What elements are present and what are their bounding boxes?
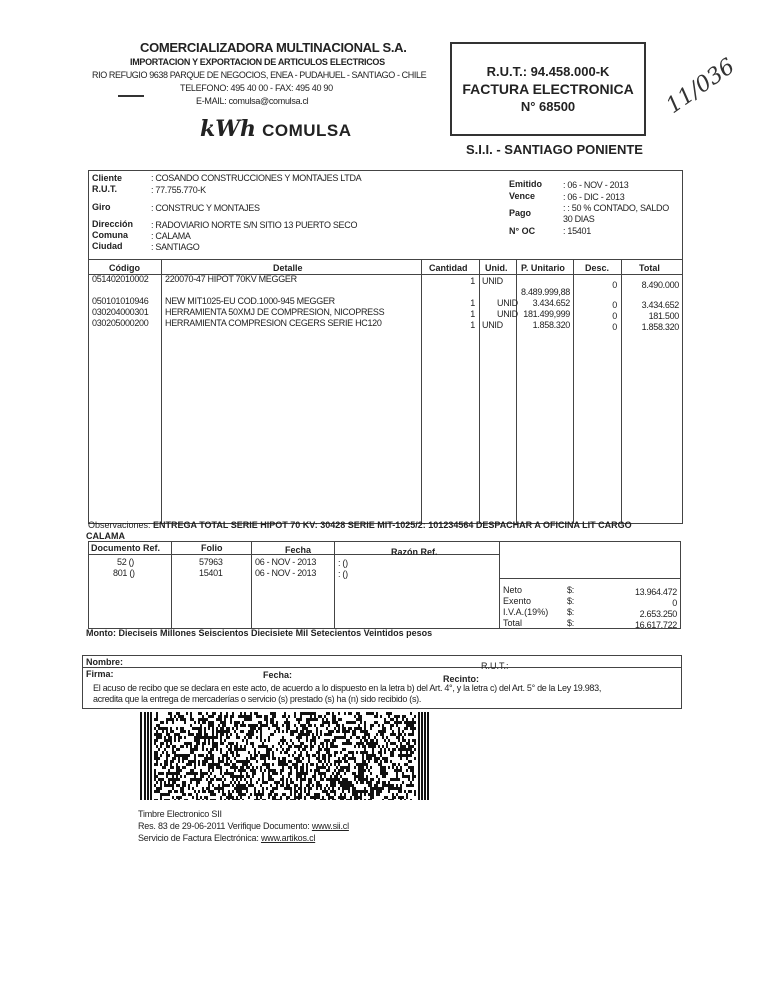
item-total: 1.858.320 (641, 322, 679, 332)
timbre-title: Timbre Electronico SII (138, 809, 222, 819)
item-qty: 1 (470, 298, 475, 308)
issuer-phone: TELEFONO: 495 40 00 - FAX: 495 40 90 (180, 83, 333, 93)
invoice-rut: R.U.T.: 94.458.000-K (486, 64, 610, 79)
item-code: 050101010946 (92, 296, 149, 306)
totals-total-label: Total (503, 618, 523, 628)
col-total: Total (639, 263, 660, 273)
item-discount: 0 (612, 300, 617, 310)
totals-exento-cur: $: (567, 596, 574, 606)
item-detail: 220070-47 HIPOT 70KV MEGGER (165, 274, 297, 284)
issuer-name: COMERCIALIZADORA MULTINACIONAL S.A. (140, 40, 407, 55)
ref-folio: 57963 (199, 557, 223, 567)
label-oc: N° OC (509, 226, 536, 236)
label-rut: R.U.T. (92, 184, 118, 194)
issuer-email: E-MAIL: comulsa@comulsa.cl (196, 96, 309, 106)
item-detail: HERRAMIENTA COMPRESION CEGERS SERIE HC120 (165, 318, 382, 328)
totals-total-value: 16.617.722 (634, 620, 677, 630)
ref-fecha: 06 - NOV - 2013 (255, 568, 317, 578)
receipt-fecha: Fecha: (263, 670, 293, 680)
receipt-legal-2: acredita que la entrega de mercaderías o servicio (s) prestado (s) ha (n) sido recibido (s). (93, 694, 422, 704)
observations-text: ENTREGA TOTAL SERIE HIPOT 70 KV: 30428 SERIE MIT-1025/2: 101234564 DESPACHAR A OFICINA LIT CARGO (153, 520, 632, 530)
client-giro: : CONSTRUC Y MONTAJES (151, 203, 260, 213)
ref-razon: : () (338, 569, 348, 579)
col-fecha: Fecha (285, 545, 312, 555)
label-comuna: Comuna (92, 230, 128, 240)
timbre-info (138, 808, 349, 844)
receipt-recinto: Recinto: (443, 674, 479, 684)
client-rut: : 77.755.770-K (151, 185, 206, 195)
receipt-nombre: Nombre: (86, 657, 124, 667)
label-cliente: Cliente (92, 173, 123, 183)
ref-doc: 801 () (113, 568, 135, 578)
timbre-resolution-text: Res. 83 de 29-06-2011 Verifique Documento: (138, 821, 310, 831)
invoice-id-box (450, 42, 646, 136)
item-unit-price: 8.489.999,88 (521, 287, 570, 297)
totals-iva-label: I.V.A.(19%) (503, 607, 549, 617)
invoice-type: FACTURA ELECTRONICA (462, 81, 634, 97)
item-total: 8.490.000 (641, 280, 679, 290)
item-qty: 1 (470, 320, 475, 330)
item-unit: UNID (482, 320, 503, 330)
logo-mark: kWh (200, 116, 256, 142)
label-pago: Pago (509, 208, 532, 218)
timbre-service-text: Servicio de Factura Electrónica: (138, 833, 259, 843)
payment-terms: : : 50 % CONTADO, SALDO (563, 203, 669, 213)
client-name: : COSANDO CONSTRUCCIONES Y MONTAJES LTDA (151, 173, 362, 183)
issuer-activity: IMPORTACION Y EXPORTACION DE ARTICULOS ELECTRICOS (130, 57, 385, 67)
decorative-dash (118, 95, 144, 97)
ref-fecha: 06 - NOV - 2013 (255, 557, 317, 567)
totals-exento-label: Exento (503, 596, 532, 606)
observations-cont: CALAMA (86, 531, 125, 541)
col-folio: Folio (201, 543, 223, 553)
item-unit: UNID (482, 276, 503, 286)
item-unit-price: 181.499,999 (523, 309, 570, 319)
payment-terms-days: 30 DIAS (563, 214, 595, 224)
observations-label: Observaciones: (88, 520, 151, 530)
invoice-number: N° 68500 (520, 99, 576, 114)
col-unid: Unid. (485, 263, 508, 273)
label-giro: Giro (92, 202, 111, 212)
totals-neto-value: 13.964.472 (634, 587, 677, 597)
reference-table (88, 541, 681, 629)
item-unit-price: 1.858.320 (532, 320, 570, 330)
handwritten-note: 11/036 (661, 54, 740, 119)
client-comuna: : CALAMA (151, 231, 191, 241)
item-code: 030204000301 (92, 307, 149, 317)
col-cantidad: Cantidad (429, 263, 468, 273)
logo-text: COMULSA (262, 121, 352, 140)
col-detalle: Detalle (273, 263, 303, 273)
col-doc-ref: Documento Ref. (91, 543, 161, 553)
date-emitido: : 06 - NOV - 2013 (563, 180, 629, 190)
totals-iva-cur: $: (567, 607, 574, 617)
timbre-barcode (140, 712, 430, 800)
timbre-resolution (138, 820, 349, 832)
sii-link[interactable]: www.sii.cl (311, 821, 349, 831)
issuer-logo (200, 116, 352, 142)
ref-folio: 15401 (199, 568, 223, 578)
item-code: 051402010002 (92, 274, 149, 284)
client-address: : RADOVIARIO NORTE S/N SITIO 13 PUERTO SECO (151, 220, 358, 230)
item-code: 030205000200 (92, 318, 149, 328)
label-direccion: Dirección (92, 219, 134, 229)
totals-exento-value: 0 (672, 598, 677, 608)
item-total: 3.434.652 (641, 300, 679, 310)
item-detail: NEW MIT1025-EU COD.1000-945 MEGGER (165, 296, 335, 306)
item-discount: 0 (612, 280, 617, 290)
client-city: : SANTIAGO (151, 242, 200, 252)
totals-neto-label: Neto (503, 585, 523, 595)
receipt-firma: Firma: (86, 669, 114, 679)
timbre-service (138, 832, 349, 844)
label-vence: Vence (509, 191, 536, 201)
receipt-box (82, 655, 682, 709)
col-razon: Razón Ref. (391, 547, 438, 557)
observations (88, 520, 632, 530)
purchase-order: : 15401 (563, 226, 591, 236)
label-ciudad: Ciudad (92, 241, 123, 251)
totals-neto-cur: $: (567, 585, 574, 595)
item-qty: 1 (470, 276, 475, 286)
item-unit-price: 3.434.652 (532, 298, 570, 308)
receipt-rut: R.U.T.: (481, 661, 509, 671)
amount-in-words: Monto: Dieciseis Millones Seiscientos Diecisiete Mil Setecientos Veintidos pesos (86, 628, 433, 638)
label-emitido: Emitido (509, 179, 542, 189)
item-unit: UNID (497, 309, 518, 319)
date-vence: : 06 - DIC - 2013 (563, 192, 625, 202)
col-codigo: Código (109, 263, 140, 273)
item-qty: 1 (470, 309, 475, 319)
col-unitario: P. Unitario (521, 263, 565, 273)
client-box (88, 170, 683, 260)
item-total: 181.500 (648, 311, 679, 321)
ref-doc: 52 () (117, 557, 135, 567)
col-desc: Desc. (585, 263, 610, 273)
item-unit: UNID (497, 298, 518, 308)
sii-office: S.I.I. - SANTIAGO PONIENTE (466, 142, 643, 157)
artikos-link[interactable]: www.artikos.cl (260, 833, 316, 843)
totals-total-cur: $: (567, 618, 574, 628)
item-discount: 0 (612, 311, 617, 321)
issuer-address: RIO REFUGIO 9638 PARQUE DE NEGOCIOS, ENEA - PUDAHUEL - SANTIAGO - CHILE (92, 70, 427, 80)
item-detail: HERRAMIENTA 50XMJ DE COMPRESION, NICOPRESS (165, 307, 385, 317)
ref-razon: : () (338, 558, 348, 568)
receipt-legal-1: El acuso de recibo que se declara en este acto, de acuerdo a lo dispuesto en la letra b) del Art. 4°, y la letra c) del Art. 5° de la Ley 19.983, (93, 683, 602, 693)
totals-iva-value: 2.653.250 (639, 609, 677, 619)
items-table (88, 259, 683, 524)
item-discount: 0 (612, 322, 617, 332)
